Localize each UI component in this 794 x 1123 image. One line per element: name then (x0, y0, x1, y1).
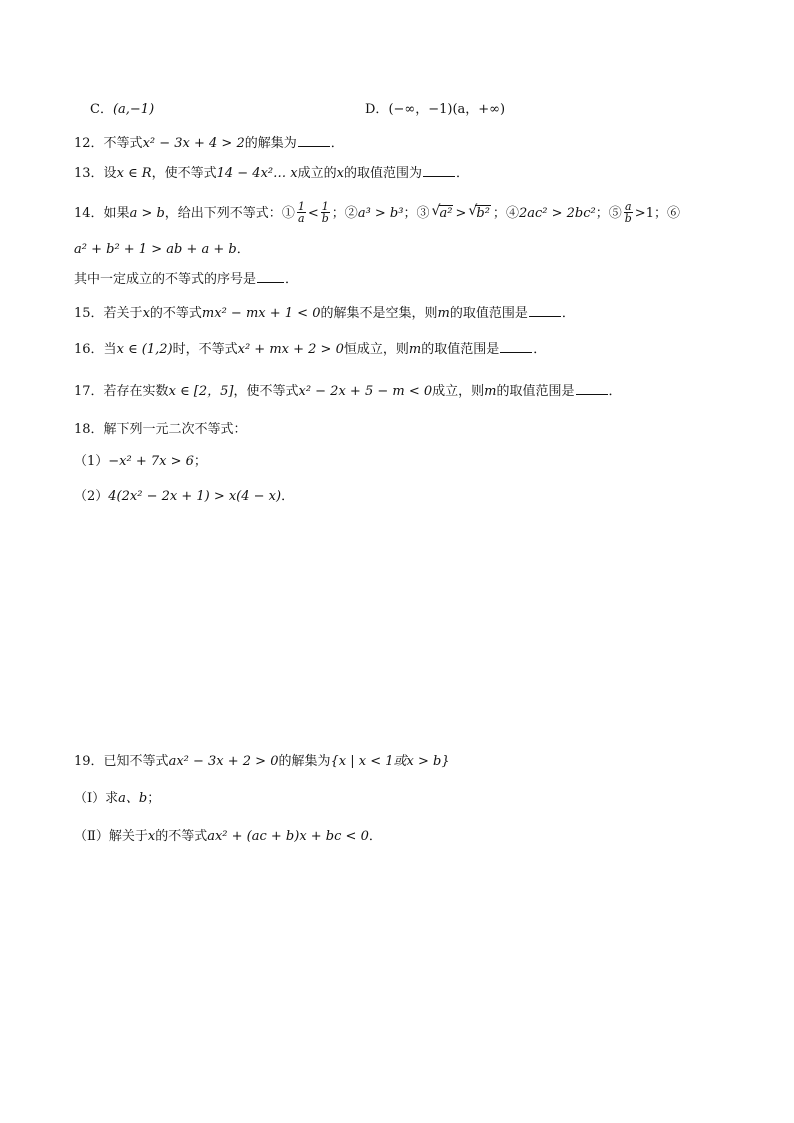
q16-answer-blank[interactable] (500, 340, 532, 353)
q11-options (90, 100, 710, 120)
q14-expr-2: a³ > b³ (357, 206, 404, 221)
q17-expr-a: x ∈ [2，5] (168, 384, 234, 399)
question-19-part-1 (74, 789, 160, 809)
q14-gt: > (455, 206, 467, 221)
q15-text-d: 的取值范围是 (449, 306, 528, 321)
q14-prompt: 其中一定成立的不等式的序号是 (74, 272, 257, 287)
q14-expr-4: 2ac² > 2bc² (518, 206, 596, 221)
q16-text-a: 当 (103, 342, 117, 357)
sqrt-sign-icon: √ (468, 203, 478, 219)
q14-item-3-marker: ③ (416, 206, 430, 221)
q15-end: ． (561, 306, 575, 321)
q16-text-b: 时，不等式 (172, 342, 238, 357)
q16-number: 16． (74, 342, 104, 357)
q17-text-b: ，使不等式 (233, 384, 299, 399)
q17-m: m (484, 384, 497, 399)
sqrt-sign-icon: √ (431, 203, 441, 219)
option-d-label: D． (365, 102, 389, 117)
q19-expr-b: {x | x < 1或x > b} (330, 754, 450, 769)
q13-text-a: 设 (103, 166, 117, 181)
q13-var: x (336, 166, 344, 181)
q17-answer-blank[interactable] (576, 382, 608, 395)
q13-expr-a: x ∈ R (116, 166, 152, 181)
q14-frac-5-den: b (624, 212, 632, 225)
q19-text-b: 的解集为 (278, 754, 331, 769)
question-16 (74, 340, 546, 360)
q19-part-2-label: （Ⅱ） (74, 829, 109, 844)
q17-expr-b: x² − 2x + 5 − m < 0 (298, 384, 433, 399)
q18-part-1-end: ； (193, 454, 207, 469)
q18-text: 解下列一元二次不等式： (103, 422, 247, 437)
q19-part-2-var: x (147, 829, 156, 844)
question-12 (74, 134, 344, 154)
q12-answer-blank[interactable] (298, 134, 330, 147)
q14-sep-4: ； (595, 206, 609, 221)
q14-text-b: ，给出下列不等式： (164, 206, 282, 221)
q15-text-a: 若关于 (103, 306, 143, 321)
q19-expr-a: ax² − 3x + 2 > 0 (168, 754, 279, 769)
q14-frac-2 (321, 201, 330, 224)
q14-lt: < (307, 206, 319, 221)
q19-part-1-text: 求 (105, 791, 119, 806)
q12-expr: x² − 3x + 4 > 2 (142, 136, 245, 151)
question-15 (74, 304, 575, 324)
q15-var: x (142, 306, 150, 321)
q14-frac-1-num: 1 (297, 200, 305, 213)
q12-text-b: 的解集为 (244, 136, 297, 151)
q16-text-c: 恒成立，则 (343, 342, 409, 357)
q14-frac-2-num: 1 (321, 200, 329, 213)
q13-text-d: 的取值范围为 (343, 166, 422, 181)
question-19-part-2 (74, 827, 382, 847)
q14-sqrt-2 (468, 200, 491, 228)
q14-sqrt-1 (432, 200, 454, 228)
q16-expr-a: x ∈ (1,2) (116, 342, 173, 357)
q14-sep-3: ； (492, 206, 506, 221)
q15-m: m (437, 306, 450, 321)
question-18-part-2 (74, 487, 294, 507)
q14-frac-1 (297, 201, 306, 224)
q13-number: 13． (74, 166, 104, 181)
question-14-line-2 (74, 240, 250, 260)
q14-frac-5 (624, 201, 633, 224)
q19-number: 19． (74, 754, 104, 769)
q17-end: ． (608, 384, 622, 399)
q14-answer-blank[interactable] (257, 270, 284, 283)
q14-sqrt-2-radicand: b² (476, 206, 490, 221)
q17-text-d: 的取值范围是 (496, 384, 575, 399)
q14-line2-end: ． (236, 242, 250, 257)
q16-m: m (408, 342, 422, 357)
q17-text-c: 成立，则 (432, 384, 485, 399)
q18-part-1-label: （1） (74, 454, 109, 469)
q14-expr-5-tail: >1 (634, 206, 654, 221)
q15-text-b: 的不等式 (149, 306, 202, 321)
q14-item-2-marker: ② (344, 206, 358, 221)
q15-number: 15． (74, 306, 104, 321)
q19-part-2-text: 解关于 (108, 829, 148, 844)
q17-text-a: 若存在实数 (103, 384, 169, 399)
question-13 (74, 164, 469, 184)
q15-expr: mx² − mx + 1 < 0 (201, 306, 321, 321)
q18-part-1-expr: −x² + 7x > 6 (108, 454, 194, 469)
q18-part-2-label: （2） (74, 489, 109, 504)
q14-item-5-marker: ⑤ (608, 206, 622, 221)
q15-text-c: 的解集不是空集，则 (320, 306, 438, 321)
q19-part-2-expr: ax² + (ac + b)x + bc < 0 (207, 829, 369, 844)
q14-condition: a > b (129, 206, 165, 221)
q14-line3-end: ． (285, 272, 299, 287)
question-19 (74, 752, 450, 772)
q14-frac-5-num: a (624, 200, 632, 213)
q13-expr-b: 14 − 4x²… x (216, 166, 298, 181)
q18-part-2-expr: 4(2x² − 2x + 1) > x(4 − x) (108, 489, 282, 504)
q14-sep-1: ； (331, 206, 345, 221)
option-d-text: (−∞，−1)(a，+∞) (388, 102, 506, 117)
q14-item-4-marker: ④ (505, 206, 519, 221)
q19-part-1-label: （Ⅰ） (74, 791, 106, 806)
q18-part-2-end: ． (281, 489, 295, 504)
q16-end: ． (533, 342, 547, 357)
q12-number: 12． (74, 136, 104, 151)
q12-end: ． (330, 136, 344, 151)
question-14-line-3 (74, 270, 298, 290)
q19-part-2-end: ． (368, 829, 382, 844)
q14-item-1-marker: ① (281, 206, 295, 221)
q14-sqrt-1-radicand: a² (439, 206, 453, 221)
q19-text-a: 已知不等式 (103, 754, 169, 769)
q18-number: 18． (74, 422, 104, 437)
q14-number: 14． (74, 206, 104, 221)
q16-text-d: 的取值范围是 (421, 342, 500, 357)
q14-frac-2-den: b (321, 212, 329, 225)
question-17 (74, 382, 622, 402)
q14-sep-5: ； (653, 206, 667, 221)
option-c-text: (a,−1) (112, 102, 155, 117)
q19-part-1-vars: a、b (118, 791, 148, 806)
question-18 (74, 420, 247, 440)
q14-frac-1-den: a (298, 212, 305, 225)
q17-number: 17． (74, 384, 104, 399)
question-14 (74, 200, 680, 228)
q14-item-6-marker: ⑥ (666, 206, 680, 221)
q12-text: 不等式 (103, 136, 143, 151)
question-18-part-1 (74, 452, 207, 472)
q19-part-1-end: ； (147, 791, 161, 806)
q19-part-2-text-b: 的不等式 (155, 829, 208, 844)
q13-text-c: 成立的 (297, 166, 337, 181)
q15-answer-blank[interactable] (529, 304, 561, 317)
q14-expr-6: a² + b² + 1 > ab + a + b (74, 242, 237, 257)
q16-expr-b: x² + mx + 2 > 0 (237, 342, 344, 357)
option-c (90, 100, 154, 120)
option-c-label: C． (90, 102, 113, 117)
option-d (365, 100, 505, 120)
q13-answer-blank[interactable] (423, 164, 455, 177)
q14-sep-2: ； (403, 206, 417, 221)
q13-end: ． (455, 166, 469, 181)
q14-text-a: 如果 (103, 206, 130, 221)
q13-text-b: ，使不等式 (151, 166, 217, 181)
